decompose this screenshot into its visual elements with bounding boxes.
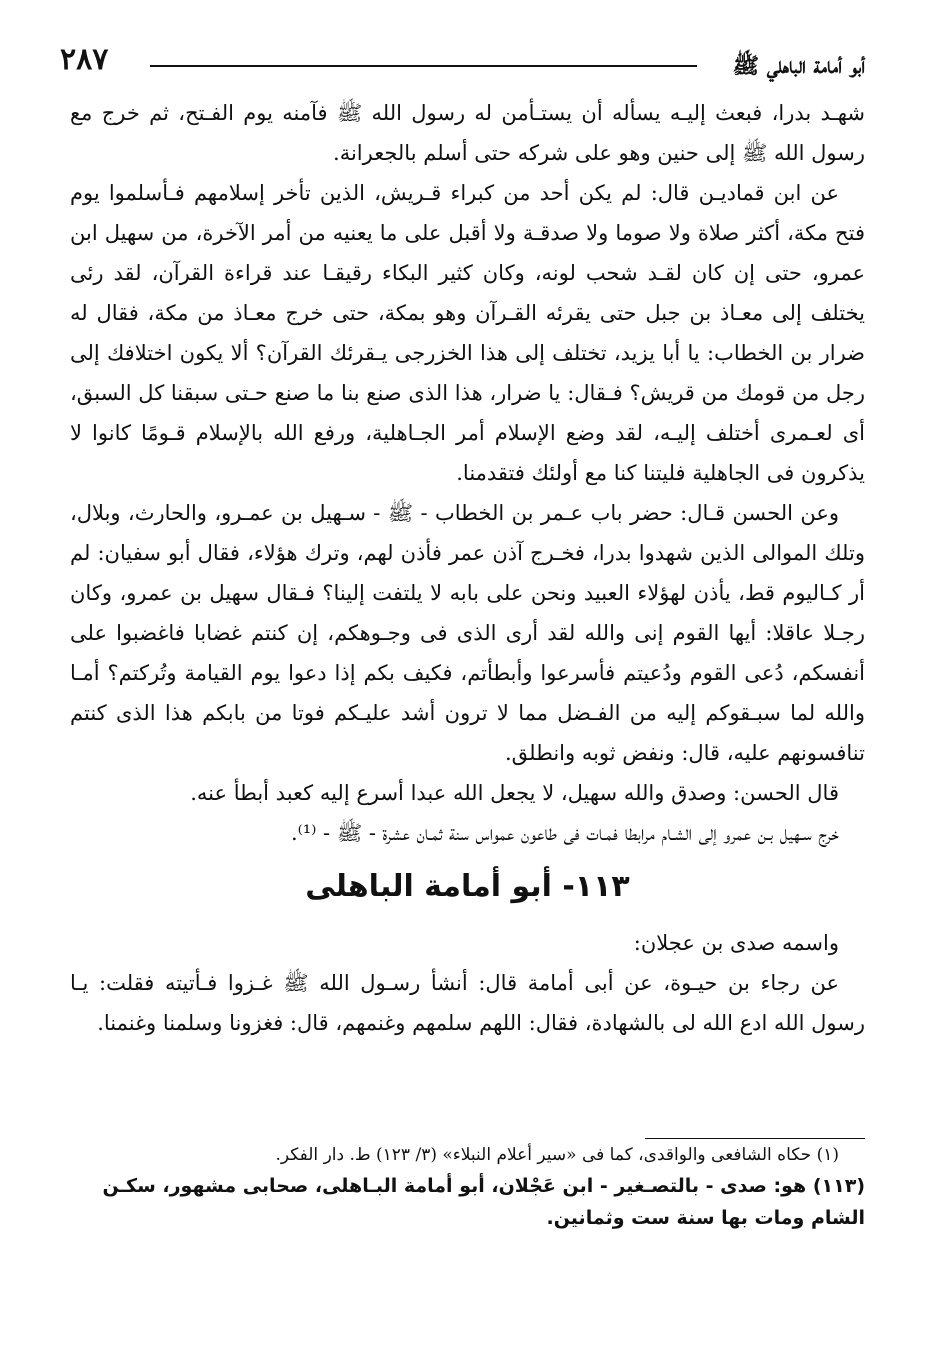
page-header [60,40,867,84]
page-number: ٢٨٧ [60,42,109,77]
paragraph: واسمه صدى بن عجلان: [633,931,839,955]
footnote-113: (١١٣) هو: صدى - بالتصـغير - ابن عَجْلان، أبو أمامة البـاهلى، صحابى مشهور، سكـن الشام ومات بها سنة ست وثمانين. [102,1175,865,1229]
paragraph: عن رجاء بن حيـوة، عن أبى أمامة قال: أنشأ رسـول الله ﷺ غـزوا فـأتيته فقلت: يـا رسول الله ادع الله لى بالشهادة، فقال: اللهم سلمهم وغنمهم، قال: فغزونا وسلمنا وغنمنا. [70,971,865,1035]
section-heading: ١١٣- أبو أمامة الباهلى [305,869,630,904]
paragraph: وعن الحسن قـال: حضر باب عـمر بن الخطاب - ﷺ - سـهيل بن عمـرو، والحارث، وبلال، وتلك الموالى الذين شهدوا بدرا، فخـرج آذن عمر فأذن لهم، وترك هؤلاء، فقال أبو سفيان: لم أر كـاليوم قط، يأذن لهؤلاء العبيد ونحن على بابه لا يلتفت إلينا؟ فـقال سهيل بن عمرو، وكان رجـلا عاقلا: أيها القوم إنى والله لقد أرى الذى فى وجـوهكم، إن كنتم غضابا فاغضبوا على أنفسكم، دُعى القوم ودُعيتم فأسرعوا وأبطأتم، فكيف بكم إذا دعوا يوم القيامة وتُركتم؟ أمـا والله لما سبـقوكم إليه من الفـضل مما لا ترون أشد عليـكم فوتا من بابكم هذا الذى كنتم تنافسونهم عليه، قال: ونفض ثوبه وانطلق. [70,501,865,765]
footnote-1: (١) حكاه الشافعى والواقدى، كما فى «سير أعلام النبلاء» (٣/ ١٢٣) ط. دار الفكر. [275,1145,839,1165]
footnote-rule [645,1138,865,1139]
paragraph: خرج سـهيل بـن عمرو إلى الشـام مرابطا فمـات فى طاعون عمواس سنة ثمـان عشرة - ﷺ - ⁽¹⁾. [290,821,839,845]
footnotes [70,1140,865,1234]
paragraph: قال الحسن: وصدق والله سهيل، لا يجعل الله عبدا أسرع إليه كعبد أبطأ عنه. [190,781,839,805]
body-text [70,93,865,1043]
header-rule [150,65,697,67]
paragraph: شهـد بدرا، فبعث إليـه يسأله أن يستـأمن له رسول الله ﷺ فآمنه يوم الفـتح، ثم خرج مع رسول الله ﷺ إلى حنين وهو على شركه حتى أسلم بالجعرانة. [70,101,865,165]
paragraph: عن ابن قماديـن قال: لم يكن أحد من كبراء قـريش، الذين تأخر إسلامهم فـأسلموا يوم فتح مكة، أكثر صلاة ولا صوما ولا صدقـة ولا أقبل على ما يعنيه من أمر الآخرة، من سهيل ابن عمرو، حتى إن كان لقـد شحب لونه، وكان كثير البكاء رقيقـا عند قراءة القرآن، لقد رئى يختلف إلى معـاذ بن جبل حتى يقرئه القـرآن وهو بمكة، حتى خرج معـاذ من مكة، فقال له ضرار بن الخطاب: يا أبا يزيد، تختلف إلى هذا الخزرجى يـقرئك القرآن؟ ألا يكون اختلافك إلى رجل من قومك من قريش؟ فـقال: يا ضرار، هذا الذى صنع بنا ما صنع حـتى سبقنا كل السبق، أى لعـمرى أختلف إليـه، لقد وضع الإسلام أمر الجـاهلية، ورفع الله بالإسلام قـومًا كانوا لا يذكرون فى الجاهلية فليتنا كنا مع أولئك فتقدمنا. [70,181,865,485]
running-title: أبو أمامة الباهلي ﷺ [732,53,865,79]
